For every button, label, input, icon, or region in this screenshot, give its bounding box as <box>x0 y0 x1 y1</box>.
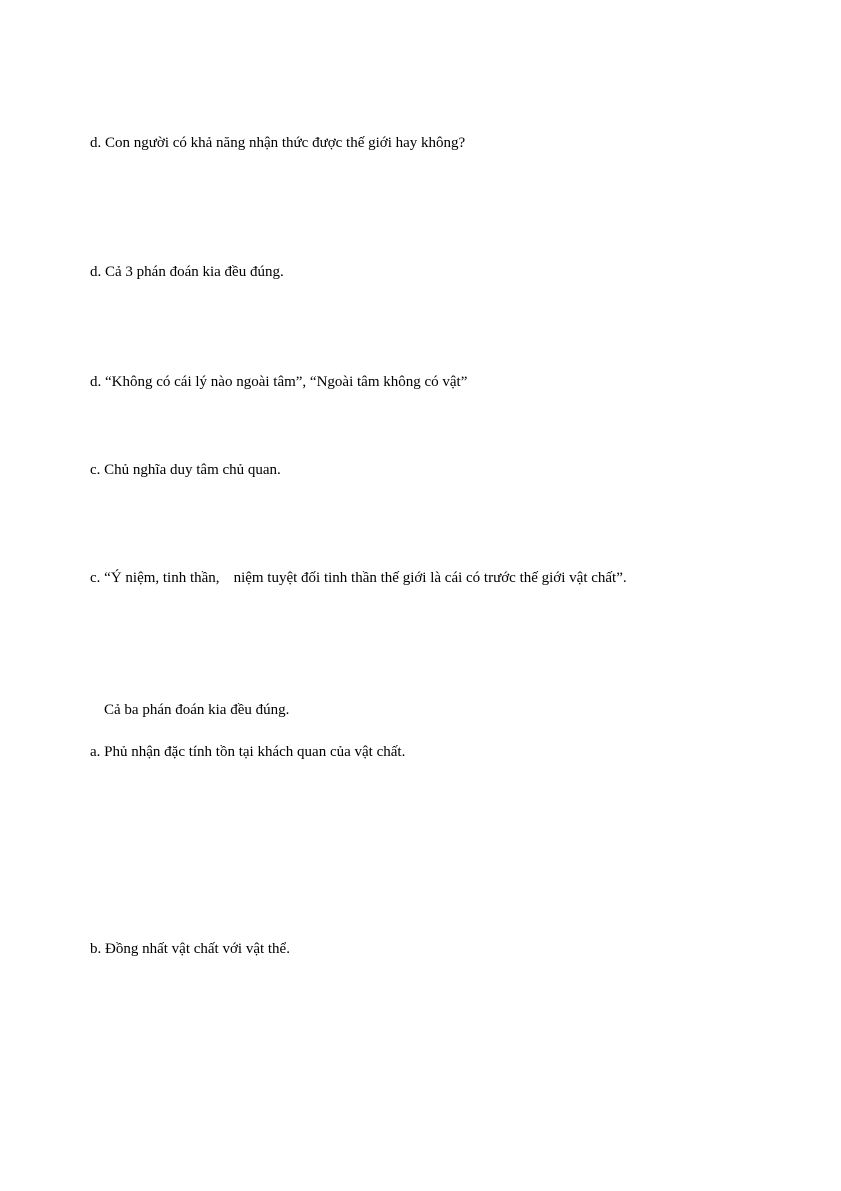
answer-option-c-subjective-idealism: c. Chủ nghĩa duy tâm chủ quan. <box>90 462 281 478</box>
answer-option-c-idea-quote-part2: niệm tuyệt đối tinh thần thế giới là cái có trước thế giới vật chất”. <box>233 570 627 586</box>
answer-option-c-idea-quote <box>90 569 627 587</box>
answer-option-a-deny-objectivity: a. Phủ nhận đặc tính tồn tại khách quan của vật chất. <box>90 744 406 760</box>
answer-option-all-three-correct: Cả ba phán đoán kia đều đúng. <box>104 702 290 718</box>
answer-option-c-idea-quote-part1: c. “Ý niệm, tinh thần, <box>90 570 220 586</box>
answer-option-b-matter-object: b. Đồng nhất vật chất với vật thể. <box>90 941 290 957</box>
answer-option-d-all-correct: d. Cả 3 phán đoán kia đều đúng. <box>90 264 284 280</box>
answer-option-d-quote: d. “Không có cái lý nào ngoài tâm”, “Ngoài tâm không có vật” <box>90 374 468 390</box>
answer-option-d-cognition: d. Con người có khả năng nhận thức được thế giới hay không? <box>90 135 466 151</box>
